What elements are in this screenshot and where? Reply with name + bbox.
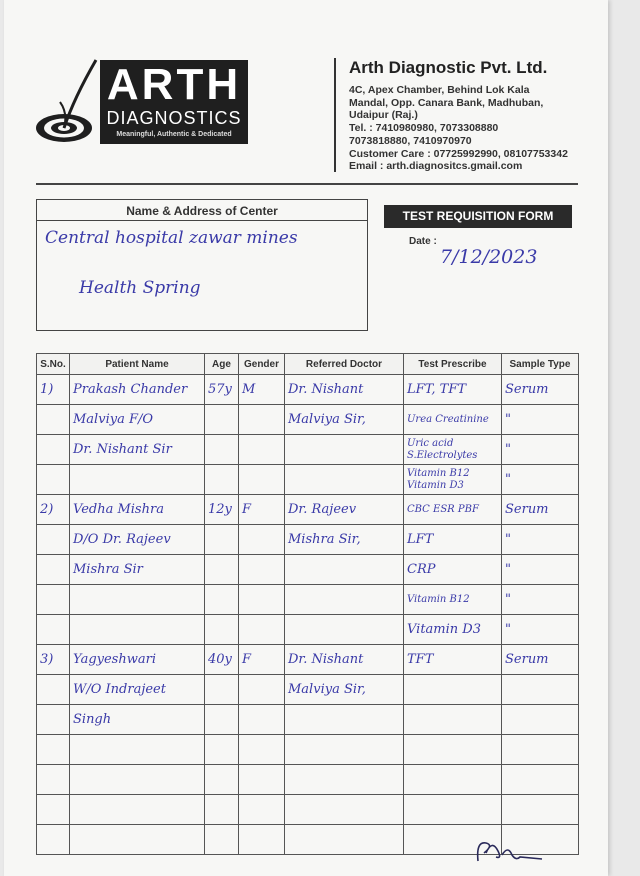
form-title: TEST REQUISITION FORM xyxy=(384,205,572,228)
cell-sample-type xyxy=(502,495,579,525)
cell-referred-doctor xyxy=(285,705,404,735)
customer-care-line: Customer Care : 07725992990, 08107753342 xyxy=(349,147,568,160)
handwritten-entry: W/O Indrajeet xyxy=(73,682,166,697)
cell-test-prescribe xyxy=(404,405,502,435)
date-value-handwritten: 7/12/2023 xyxy=(440,246,538,268)
logo-subtitle: DIAGNOSTICS xyxy=(106,108,242,128)
cell-sample-type xyxy=(502,795,579,825)
cell-referred-doctor xyxy=(285,465,404,495)
cell-test-prescribe xyxy=(404,795,502,825)
handwritten-entry: Mishra Sir, xyxy=(288,532,361,547)
target-logo-icon xyxy=(34,58,98,148)
cell-sno xyxy=(37,585,70,615)
cell-age xyxy=(205,585,239,615)
cell-age xyxy=(205,795,239,825)
cell-gender xyxy=(239,555,285,585)
cell-sample-type xyxy=(502,375,579,405)
cell-sno xyxy=(37,705,70,735)
patient-table xyxy=(36,353,579,855)
handwritten-entry: F xyxy=(242,502,252,517)
center-name-handwritten: Central hospital zawar mines xyxy=(45,228,298,248)
cell-gender xyxy=(239,645,285,675)
handwritten-entry: " xyxy=(505,592,511,607)
col-header-patient-name: Patient Name xyxy=(70,354,205,375)
cell-sno xyxy=(37,735,70,765)
handwritten-entry: " xyxy=(505,562,511,577)
handwritten-entry: " xyxy=(505,622,511,637)
handwritten-entry: Dr. Rajeev xyxy=(288,502,357,517)
header-divider xyxy=(334,58,336,172)
handwritten-entry: Prakash Chander xyxy=(73,382,188,397)
cell-referred-doctor xyxy=(285,765,404,795)
handwritten-entry: Dr. Nishant Sir xyxy=(73,442,172,457)
center-box-title: Name & Address of Center xyxy=(126,204,278,218)
cell-test-prescribe xyxy=(404,765,502,795)
handwritten-entry: Singh xyxy=(73,712,112,727)
cell-patient-name xyxy=(70,525,205,555)
handwritten-entry: 12y xyxy=(208,502,232,517)
cell-age xyxy=(205,705,239,735)
table-row xyxy=(37,765,579,795)
cell-patient-name xyxy=(70,825,205,855)
handwritten-entry: Serum xyxy=(505,502,549,517)
cell-patient-name xyxy=(70,675,205,705)
cell-sno xyxy=(37,465,70,495)
cell-referred-doctor xyxy=(285,735,404,765)
table-row xyxy=(37,435,579,465)
handwritten-entry: Mishra Sir xyxy=(73,562,143,577)
cell-age xyxy=(205,525,239,555)
cell-age xyxy=(205,435,239,465)
cell-patient-name xyxy=(70,795,205,825)
address-line: Mandal, Opp. Canara Bank, Madhuban, xyxy=(349,96,544,109)
cell-patient-name xyxy=(70,435,205,465)
handwritten-entry: " xyxy=(505,472,511,487)
cell-age xyxy=(205,495,239,525)
table-row xyxy=(37,585,579,615)
cell-patient-name xyxy=(70,765,205,795)
cell-test-prescribe xyxy=(404,705,502,735)
handwritten-entry: Dr. Nishant xyxy=(288,382,364,397)
form-sheet xyxy=(4,0,608,876)
cell-sno xyxy=(37,675,70,705)
handwritten-entry: Malviya Sir, xyxy=(288,682,366,697)
handwritten-entry: LFT xyxy=(407,532,434,547)
cell-sample-type xyxy=(502,465,579,495)
handwritten-entry: Yagyeshwari xyxy=(73,652,156,667)
col-header-test-prescribe: Test Prescribe xyxy=(404,354,502,375)
handwritten-entry: Serum xyxy=(505,382,549,397)
table-row xyxy=(37,405,579,435)
cell-sample-type xyxy=(502,675,579,705)
cell-referred-doctor xyxy=(285,615,404,645)
cell-test-prescribe xyxy=(404,555,502,585)
table-row xyxy=(37,555,579,585)
col-header-age: Age xyxy=(205,354,239,375)
handwritten-entry: M xyxy=(242,382,256,397)
address-line: Udaipur (Raj.) xyxy=(349,109,418,122)
cell-gender xyxy=(239,765,285,795)
table-row xyxy=(37,465,579,495)
cell-age xyxy=(205,555,239,585)
cell-gender xyxy=(239,615,285,645)
cell-patient-name xyxy=(70,495,205,525)
phone-line: Tel. : 7410980980, 7073308880 xyxy=(349,122,499,135)
handwritten-entry: Uric acid S.Electrolytes xyxy=(407,437,478,461)
cell-sno xyxy=(37,765,70,795)
cell-sample-type xyxy=(502,555,579,585)
cell-gender xyxy=(239,705,285,735)
cell-gender xyxy=(239,795,285,825)
cell-referred-doctor xyxy=(285,435,404,465)
cell-sample-type xyxy=(502,705,579,735)
cell-test-prescribe xyxy=(404,435,502,465)
address-line: 4C, Apex Chamber, Behind Lok Kala xyxy=(349,84,530,96)
handwritten-entry: Vedha Mishra xyxy=(73,502,164,517)
cell-referred-doctor xyxy=(285,585,404,615)
table-row xyxy=(37,375,579,405)
cell-test-prescribe xyxy=(404,585,502,615)
center-address-box xyxy=(36,199,368,331)
table-row xyxy=(37,615,579,645)
cell-sample-type xyxy=(502,435,579,465)
date-label: Date : xyxy=(409,236,437,247)
handwritten-entry: Malviya F/O xyxy=(73,412,154,427)
cell-referred-doctor xyxy=(285,645,404,675)
company-address xyxy=(349,84,599,173)
cell-age xyxy=(205,765,239,795)
cell-patient-name xyxy=(70,705,205,735)
cell-age xyxy=(205,465,239,495)
logo-tagline: Meaningful, Authentic & Dedicated xyxy=(116,131,232,138)
cell-sno xyxy=(37,495,70,525)
cell-gender xyxy=(239,525,285,555)
phone-line: 7073818880, 7410970970 xyxy=(349,134,472,147)
cell-patient-name xyxy=(70,555,205,585)
cell-referred-doctor xyxy=(285,555,404,585)
cell-gender xyxy=(239,495,285,525)
table-row xyxy=(37,795,579,825)
handwritten-entry: " xyxy=(505,442,511,457)
cell-patient-name xyxy=(70,375,205,405)
handwritten-entry: TFT xyxy=(407,652,434,667)
table-row xyxy=(37,645,579,675)
table-row xyxy=(37,705,579,735)
cell-patient-name xyxy=(70,465,205,495)
cell-sno xyxy=(37,405,70,435)
cell-sno xyxy=(37,795,70,825)
cell-test-prescribe xyxy=(404,375,502,405)
cell-test-prescribe xyxy=(404,465,502,495)
handwritten-entry: LFT, TFT xyxy=(407,382,467,397)
cell-test-prescribe xyxy=(404,735,502,765)
cell-sample-type xyxy=(502,645,579,675)
cell-sample-type xyxy=(502,615,579,645)
signature-mark xyxy=(472,835,552,867)
cell-gender xyxy=(239,585,285,615)
cell-sno xyxy=(37,615,70,645)
cell-sno xyxy=(37,435,70,465)
cell-test-prescribe xyxy=(404,525,502,555)
email-line: Email : arth.diagnositcs.gmail.com xyxy=(349,160,523,173)
cell-sample-type xyxy=(502,585,579,615)
cell-test-prescribe xyxy=(404,675,502,705)
cell-gender xyxy=(239,375,285,405)
cell-referred-doctor xyxy=(285,525,404,555)
cell-sno xyxy=(37,375,70,405)
cell-patient-name xyxy=(70,645,205,675)
cell-gender xyxy=(239,435,285,465)
cell-age xyxy=(205,825,239,855)
cell-sample-type xyxy=(502,405,579,435)
cell-sno xyxy=(37,555,70,585)
col-header-gender: Gender xyxy=(239,354,285,375)
handwritten-entry: 1) xyxy=(40,382,54,397)
cell-gender xyxy=(239,675,285,705)
table-row xyxy=(37,675,579,705)
handwritten-entry: Vitamin D3 xyxy=(407,622,481,637)
col-header-sno: S.No. xyxy=(37,354,70,375)
cell-age xyxy=(205,675,239,705)
table-header-row xyxy=(37,354,579,375)
cell-test-prescribe xyxy=(404,495,502,525)
handwritten-entry: 2) xyxy=(40,502,54,517)
cell-patient-name xyxy=(70,615,205,645)
col-header-referred-doctor: Referred Doctor xyxy=(285,354,404,375)
cell-gender xyxy=(239,825,285,855)
handwritten-entry: CBC ESR PBF xyxy=(407,503,479,515)
cell-age xyxy=(205,645,239,675)
handwritten-entry: Vitamin B12 Vitamin D3 xyxy=(407,467,470,491)
cell-patient-name xyxy=(70,405,205,435)
center-area-handwritten: Health Spring xyxy=(79,278,201,298)
cell-gender xyxy=(239,735,285,765)
table-row xyxy=(37,735,579,765)
handwritten-entry: " xyxy=(505,412,511,427)
cell-gender xyxy=(239,465,285,495)
logo-title: ARTH xyxy=(106,60,242,109)
handwritten-entry: CRP xyxy=(407,562,436,577)
cell-patient-name xyxy=(70,735,205,765)
handwritten-entry: 40y xyxy=(208,652,232,667)
cell-referred-doctor xyxy=(285,795,404,825)
handwritten-entry: D/O Dr. Rajeev xyxy=(73,532,171,547)
cell-referred-doctor xyxy=(285,405,404,435)
header-rule xyxy=(36,183,578,185)
table-row xyxy=(37,525,579,555)
handwritten-entry: Dr. Nishant xyxy=(288,652,364,667)
cell-sample-type xyxy=(502,525,579,555)
cell-test-prescribe xyxy=(404,615,502,645)
handwritten-entry: " xyxy=(505,532,511,547)
cell-sample-type xyxy=(502,735,579,765)
cell-referred-doctor xyxy=(285,825,404,855)
cell-gender xyxy=(239,405,285,435)
cell-test-prescribe xyxy=(404,645,502,675)
cell-patient-name xyxy=(70,585,205,615)
cell-sno xyxy=(37,645,70,675)
handwritten-entry: Vitamin B12 xyxy=(407,593,470,605)
handwritten-entry: F xyxy=(242,652,252,667)
handwritten-entry: 3) xyxy=(40,652,54,667)
center-title-rule xyxy=(37,220,367,221)
cell-referred-doctor xyxy=(285,495,404,525)
handwritten-entry: Urea Creatinine xyxy=(407,413,489,425)
cell-sno xyxy=(37,525,70,555)
handwritten-entry: 57y xyxy=(208,382,232,397)
cell-referred-doctor xyxy=(285,675,404,705)
cell-sample-type xyxy=(502,765,579,795)
table-row xyxy=(37,495,579,525)
col-header-sample-type: Sample Type xyxy=(502,354,579,375)
handwritten-entry: Malviya Sir, xyxy=(288,412,366,427)
cell-age xyxy=(205,735,239,765)
company-name: Arth Diagnostic Pvt. Ltd. xyxy=(349,58,548,77)
handwritten-entry: Serum xyxy=(505,652,549,667)
cell-sno xyxy=(37,825,70,855)
cell-referred-doctor xyxy=(285,375,404,405)
logo-box xyxy=(100,60,248,144)
cell-age xyxy=(205,375,239,405)
cell-age xyxy=(205,615,239,645)
cell-age xyxy=(205,405,239,435)
